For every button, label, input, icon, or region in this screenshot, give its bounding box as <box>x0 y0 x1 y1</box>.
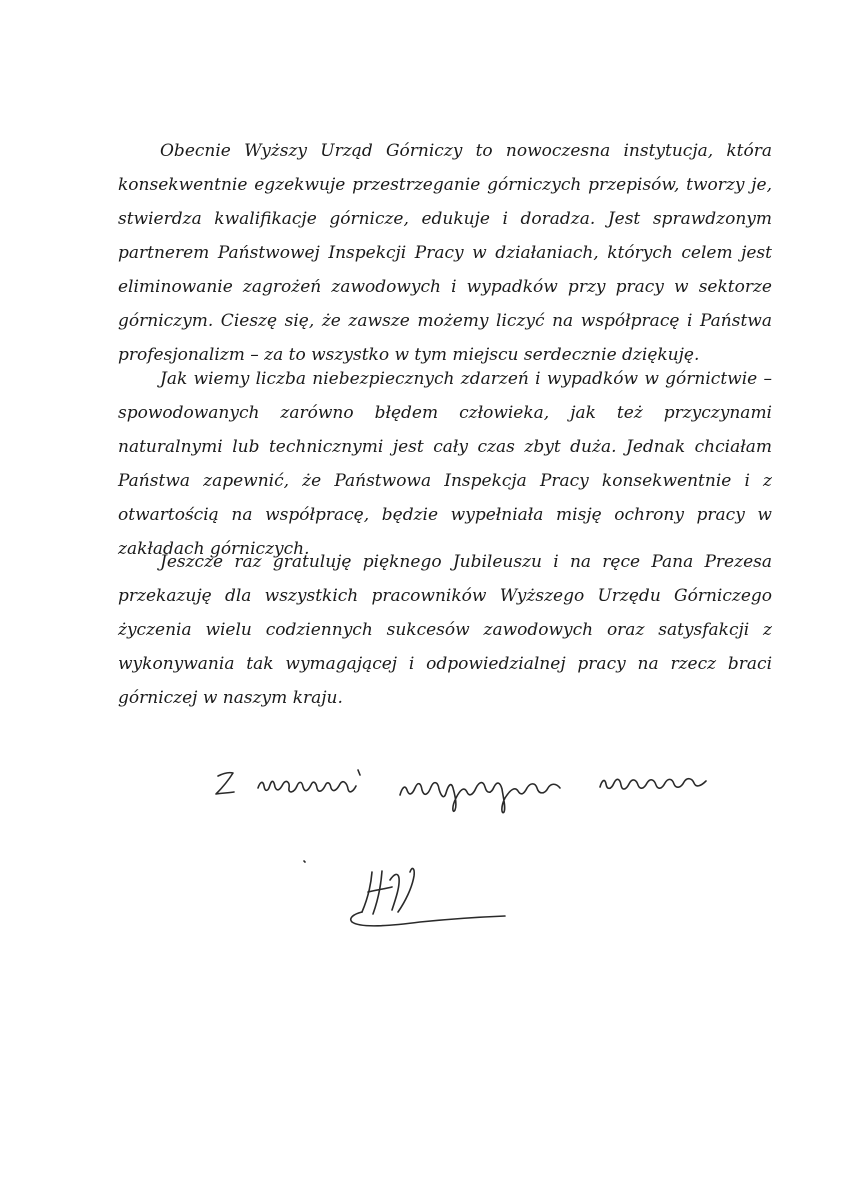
letter-paragraph-3: Jeszcze raz gratuluję pięknego Jubileuszu i na ręce Pana Prezesa przekazuję dla wszystkich pracowników Wyższego Urzędu Górniczego życzenia wielu codziennych sukcesów zawodowych oraz satysfakcji z wykonywania tak wymagającej i odpowiedzialnej pracy na rzecz braci górniczej w naszym kraju. <box>118 552 772 708</box>
letter-paragraph-2: Jak wiemy liczba niebezpiecznych zdarzeń i wypadków w górnictwie – spowodowanych zarówno błędem człowieka, jak też przyczynami naturalnymi lub technicznymi jest cały czas zbyt duża. Jednak chciałam Państwa zapewnić, że Państwowa Inspekcja Pracy konsekwentnie i z otwartością na współpracę, będzie wypełniała misję ochrony pracy w zakładach górniczych. <box>118 369 772 559</box>
letter-paragraph-1: Obecnie Wyższy Urząd Górniczy to nowoczesna instytucja, która konsekwentnie egzekwuje przestrzeganie górniczych przepisów, tworzy je, stwierdza kwalifikacje górnicze, edukuje i doradza. Jest sprawdzonym partnerem Państwowej Inspekcji Pracy w działaniach, których celem jest eliminowanie zagrożeń zawodowych i wypadków przy pracy w sektorze górniczym. Cieszę się, że zawsze możemy liczyć na współpracę i Państwa profesjonalizm – za to wszystko w tym miejscu serdecznie dziękuję. <box>118 141 772 365</box>
